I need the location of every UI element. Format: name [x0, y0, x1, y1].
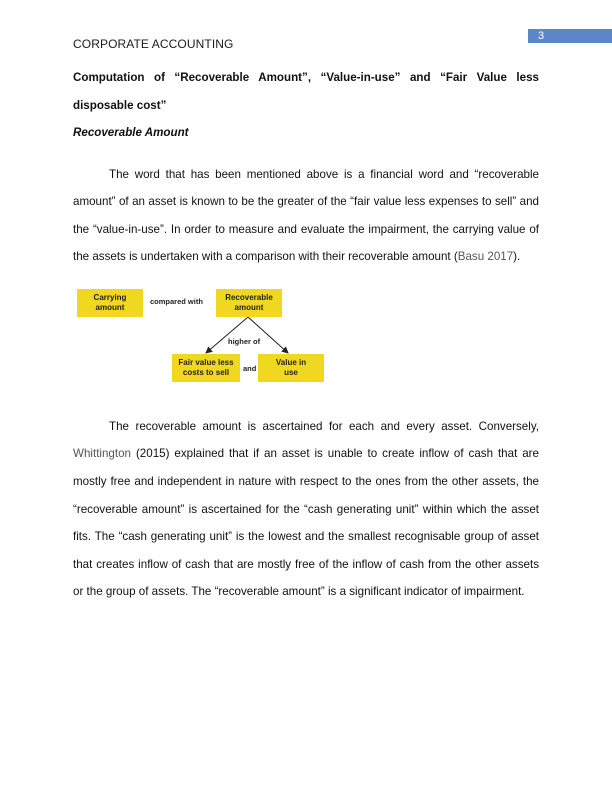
paragraph-2 — [73, 413, 539, 606]
running-header: CORPORATE ACCOUNTING — [73, 37, 234, 51]
page-number-text: 3 — [538, 30, 545, 42]
paragraph-2-text: (2015) explained that if an asset is unable to create inflow of cash that are mostly free and independent in nature with respect to the ones from the other assets, the “recoverable amount” is ascertained for the “cash generating unit” within which the asset fits. The “cash generating unit” is the lowest and the smallest recognisable group of asset that creates inflow of cash that are mostly free of the inflow of cash from the other assets or the group of assets. The “recoverable amount” is a significant indicator of impairment. — [73, 447, 539, 599]
citation-basu: Basu 2017 — [457, 250, 514, 264]
recoverable-amount-box: Recoverable amount — [216, 289, 282, 317]
paragraph-1-text: The word that has been mentioned above is a financial word and “recoverable amount” of an asset is known to be the greater of the “fair value less expenses to sell” and the “value-in-use”. In order to measure and evaluate the impairment, the carrying value of the assets is undertaken with a comparison with their recoverable amount ( — [73, 167, 539, 264]
paragraph-1 — [73, 161, 539, 271]
fair-value-box: Fair value less costs to sell — [172, 354, 240, 382]
and-label: and — [243, 363, 257, 373]
higher-of-label: higher of — [228, 336, 261, 346]
section-title: Computation of “Recoverable Amount”, “Value-in-use” and “Fair Value less disposable cost” — [73, 71, 539, 112]
carrying-amount-box: Carrying amount — [77, 289, 143, 317]
paragraph-1-end: ). — [513, 250, 521, 264]
arrow-right — [248, 317, 288, 353]
citation-whittington: Whittington — [73, 447, 131, 461]
arrow-left — [206, 317, 248, 353]
page-number — [528, 29, 612, 43]
document-body — [73, 64, 539, 606]
recoverable-amount-diagram — [76, 286, 376, 390]
value-in-use-box: Value in use — [258, 354, 324, 382]
subheading: Recoverable Amount — [73, 126, 189, 139]
paragraph-2-start: The recoverable amount is ascertained for each and every asset. Conversely, — [109, 419, 539, 433]
compared-with-label: compared with — [150, 296, 203, 306]
